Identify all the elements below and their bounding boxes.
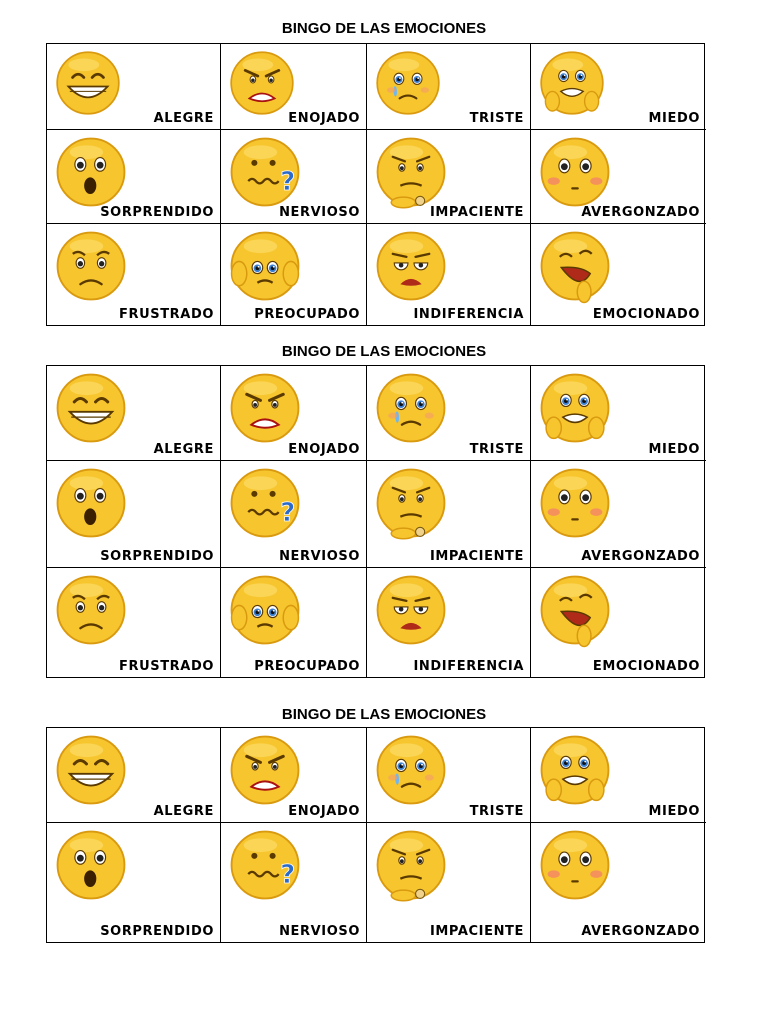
bingo-card <box>46 365 705 678</box>
grinning-face-icon <box>53 732 129 812</box>
emotion-label: ALEGRE <box>153 804 214 819</box>
emotion-label: INDIFERENCIA <box>413 307 524 322</box>
bingo-card <box>46 43 705 326</box>
emotion-label: ALEGRE <box>153 111 214 126</box>
fearful-face-icon <box>537 48 607 122</box>
emotion-label: MIEDO <box>648 804 700 819</box>
bingo-cell-enojado <box>221 366 367 461</box>
embarrassed-face-icon <box>537 134 613 214</box>
emotion-label: AVERGONZADO <box>581 549 700 564</box>
emotion-label: NERVIOSO <box>279 924 360 939</box>
emotion-label: ENOJADO <box>288 442 360 457</box>
indifferent-face-icon <box>373 228 449 308</box>
bingo-cell-frustrado <box>47 568 221 677</box>
emotion-label: EMOCIONADO <box>592 659 700 674</box>
emotion-label: FRUSTRADO <box>119 307 214 322</box>
indifferent-face-icon <box>373 572 449 652</box>
svg-text:?: ? <box>280 498 296 529</box>
emotion-label: AVERGONZADO <box>581 205 700 220</box>
grinning-face-icon <box>53 370 129 450</box>
nervous-face-icon <box>227 465 303 545</box>
bingo-cell-emocionado <box>531 224 706 325</box>
emotion-label: AVERGONZADO <box>581 924 700 939</box>
bingo-cell-enojado <box>221 728 367 823</box>
card-title: BINGO DE LAS EMOCIONES <box>281 706 487 723</box>
impatient-face-icon <box>373 827 449 907</box>
emotion-label: MIEDO <box>648 111 700 126</box>
bingo-cell-impaciente <box>367 461 531 568</box>
bingo-cell-avergonzado <box>531 130 706 224</box>
bingo-cell-miedo <box>531 366 706 461</box>
frustrated-face-icon <box>53 228 129 308</box>
emotion-label: FRUSTRADO <box>119 659 214 674</box>
bingo-cell-nervioso <box>221 823 367 942</box>
bingo-cell-enojado <box>221 44 367 130</box>
emotion-label: IMPACIENTE <box>429 549 524 564</box>
emotion-label: TRISTE <box>469 442 524 457</box>
bingo-cell-triste <box>367 366 531 461</box>
bingo-card <box>46 727 705 943</box>
bingo-cell-alegre <box>47 366 221 461</box>
crying-face-icon <box>373 732 449 812</box>
bingo-cell-miedo <box>531 728 706 823</box>
bingo-cell-avergonzado <box>531 823 706 942</box>
emotion-label: ENOJADO <box>288 804 360 819</box>
bingo-cell-indiferencia <box>367 224 531 325</box>
emotion-label: IMPACIENTE <box>429 924 524 939</box>
emotion-label: NERVIOSO <box>279 549 360 564</box>
bingo-cell-sorprendido <box>47 461 221 568</box>
surprised-face-icon <box>53 827 129 907</box>
emotion-label: ALEGRE <box>153 442 214 457</box>
svg-text:?: ? <box>280 167 296 198</box>
embarrassed-face-icon <box>537 465 613 545</box>
bingo-cell-alegre <box>47 728 221 823</box>
frustrated-face-icon <box>53 572 129 652</box>
worried-face-icon <box>227 572 303 652</box>
worried-face-icon <box>227 228 303 308</box>
bingo-cell-avergonzado <box>531 461 706 568</box>
impatient-face-icon <box>373 134 449 214</box>
bingo-cell-impaciente <box>367 130 531 224</box>
bingo-cell-indiferencia <box>367 568 531 677</box>
svg-text:?: ? <box>280 860 296 891</box>
excited-face-icon <box>537 572 613 652</box>
emotion-label: TRISTE <box>469 111 524 126</box>
nervous-face-icon <box>227 134 303 214</box>
angry-face-icon <box>227 732 303 812</box>
emotion-label: SORPRENDIDO <box>100 924 214 939</box>
crying-face-icon <box>373 48 443 122</box>
card-title: BINGO DE LAS EMOCIONES <box>281 20 487 37</box>
bingo-cell-frustrado <box>47 224 221 325</box>
crying-face-icon <box>373 370 449 450</box>
bingo-cell-miedo <box>531 44 706 130</box>
bingo-cell-sorprendido <box>47 823 221 942</box>
emotion-label: PREOCUPADO <box>254 307 360 322</box>
emotion-label: MIEDO <box>648 442 700 457</box>
angry-face-icon <box>227 370 303 450</box>
emotion-label: INDIFERENCIA <box>413 659 524 674</box>
emotion-label: TRISTE <box>469 804 524 819</box>
surprised-face-icon <box>53 465 129 545</box>
bingo-cell-alegre <box>47 44 221 130</box>
fearful-face-icon <box>537 732 613 812</box>
surprised-face-icon <box>53 134 129 214</box>
emotion-label: NERVIOSO <box>279 205 360 220</box>
bingo-cell-impaciente <box>367 823 531 942</box>
bingo-cell-sorprendido <box>47 130 221 224</box>
bingo-cell-triste <box>367 44 531 130</box>
excited-face-icon <box>537 228 613 308</box>
bingo-cell-preocupado <box>221 224 367 325</box>
bingo-cell-emocionado <box>531 568 706 677</box>
impatient-face-icon <box>373 465 449 545</box>
emotion-label: EMOCIONADO <box>592 307 700 322</box>
fearful-face-icon <box>537 370 613 450</box>
bingo-cell-nervioso <box>221 461 367 568</box>
emotion-label: IMPACIENTE <box>429 205 524 220</box>
emotion-label: SORPRENDIDO <box>100 549 214 564</box>
card-title: BINGO DE LAS EMOCIONES <box>281 343 487 360</box>
bingo-cell-triste <box>367 728 531 823</box>
angry-face-icon <box>227 48 297 122</box>
grinning-face-icon <box>53 48 123 122</box>
nervous-face-icon <box>227 827 303 907</box>
emotion-label: SORPRENDIDO <box>100 205 214 220</box>
emotion-label: PREOCUPADO <box>254 659 360 674</box>
bingo-cell-nervioso <box>221 130 367 224</box>
emotion-label: ENOJADO <box>288 111 360 126</box>
bingo-cell-preocupado <box>221 568 367 677</box>
embarrassed-face-icon <box>537 827 613 907</box>
